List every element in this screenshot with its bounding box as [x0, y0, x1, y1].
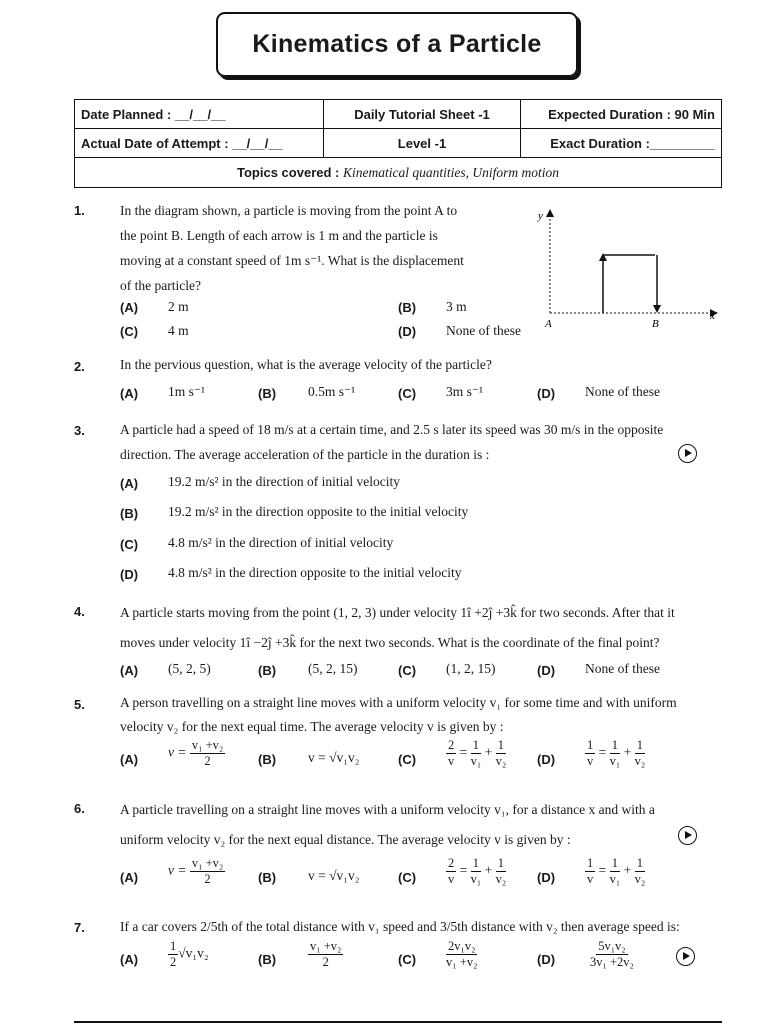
question-number: 7. [74, 920, 85, 935]
play-video-icon[interactable] [678, 444, 697, 463]
option-text[interactable]: 2 m [168, 299, 189, 314]
question-text: In the pervious question, what is the average velocity of the particle? [120, 357, 492, 372]
question-number: 3. [74, 423, 85, 438]
option-label[interactable]: (D) [537, 870, 556, 885]
exact-duration: Exact Duration :_________ [521, 129, 722, 158]
option-text[interactable]: 1m s⁻¹ [168, 384, 206, 399]
option-text[interactable]: None of these [446, 323, 521, 338]
question-text: A particle starts moving from the point (1, 2, 3) under velocity 1î +2ĵ +3k̂ for two seconds. After that it moves under velocity 1î −2ĵ +3k̂ for the next two seconds. What is the coordinate of the final point? [120, 605, 675, 650]
option-label[interactable]: (D) [537, 386, 556, 401]
option-formula[interactable]: $\frac{2}{v}$ = $\frac{1}{\text{v₁}}$ + $\frac{1}{\text{v₂}}$ [448, 738, 507, 768]
question-number: 5. [74, 697, 85, 712]
actual-date: Actual Date of Attempt : __/__/__ [75, 129, 324, 158]
option-label[interactable]: (C) [398, 752, 417, 767]
header-table [74, 99, 722, 188]
option-label[interactable]: (B) [120, 506, 139, 521]
question-number: 1. [74, 203, 85, 218]
option-text[interactable]: 19.2 m/s² in the direction opposite to the initial velocity [168, 504, 469, 519]
option-label[interactable]: (B) [258, 752, 277, 767]
question-text: In the diagram shown, a particle is moving from the point A to the point B. Length of each arrow is 1 m and the particle is moving at a constant speed of 1m s⁻¹. What is the displacement of the particle? [120, 203, 464, 293]
option-label[interactable]: (C) [398, 386, 417, 401]
option-text[interactable]: 4.8 m/s² in the direction opposite to the initial velocity [168, 565, 462, 580]
option-label[interactable]: (A) [120, 752, 139, 767]
option-label[interactable]: (A) [120, 952, 139, 967]
sheet-number: Daily Tutorial Sheet -1 [324, 100, 521, 129]
date-planned: Date Planned : __/__/__ [75, 100, 324, 129]
option-label[interactable]: (A) [120, 663, 139, 678]
option-formula[interactable]: v = $\frac{\text{v₁ +v₂}}{2}$ [168, 738, 224, 768]
option-text[interactable]: 4 m [168, 323, 189, 338]
option-formula[interactable]: $\frac{\text{v₁ +v₂}}{2}$ [310, 939, 342, 969]
option-label[interactable]: (C) [398, 663, 417, 678]
point-b-label: B [652, 318, 659, 330]
option-text[interactable]: (5, 2, 15) [308, 661, 358, 676]
option-text[interactable]: 3 m [446, 299, 467, 314]
option-text[interactable]: None of these [585, 384, 660, 399]
option-formula[interactable]: $\frac{1}{2}$ √v₁v₂ [170, 939, 209, 969]
option-label[interactable]: (B) [258, 952, 277, 967]
option-text[interactable]: (1, 2, 15) [446, 661, 496, 676]
topics-value: Kinematical quantities, Uniform motion [342, 164, 559, 180]
question-number: 4. [74, 604, 85, 619]
topics-covered [75, 158, 722, 188]
option-formula[interactable]: $\frac{1}{v}$ = $\frac{1}{\text{v₁}}$ + $\frac{1}{\text{v₂}}$ [587, 856, 646, 886]
option-formula[interactable]: $\frac{\text{5v₁v₂}}{\text{3v₁ +2v₂}}$ [590, 939, 634, 969]
play-video-icon[interactable] [678, 826, 697, 845]
level: Level -1 [324, 129, 521, 158]
option-label[interactable]: (B) [258, 386, 277, 401]
option-formula[interactable]: v = √v₁v₂ [308, 868, 360, 883]
option-label[interactable]: (A) [120, 386, 139, 401]
option-text[interactable]: 4.8 m/s² in the direction of initial velocity [168, 535, 394, 550]
option-label[interactable]: (A) [120, 870, 139, 885]
option-text[interactable]: (5, 2, 5) [168, 661, 211, 676]
play-video-icon[interactable] [676, 947, 695, 966]
option-text[interactable]: 0.5m s⁻¹ [308, 384, 356, 399]
option-formula[interactable]: v = $\frac{\text{v₁ +v₂}}{2}$ [168, 856, 224, 886]
question-text: If a car covers 2/5th of the total distance with v₁ speed and 3/5th distance with v₂ then average speed is: [120, 919, 680, 934]
option-label[interactable]: (C) [120, 324, 139, 339]
question-number: 6. [74, 801, 85, 816]
option-formula[interactable]: $\frac{1}{v}$ = $\frac{1}{\text{v₁}}$ + $\frac{1}{\text{v₂}}$ [587, 738, 646, 768]
sheet-title: Kinematics of a Particle [216, 12, 578, 77]
option-label[interactable]: (C) [398, 870, 417, 885]
option-formula[interactable]: $\frac{2}{v}$ = $\frac{1}{\text{v₁}}$ + $\frac{1}{\text{v₂}}$ [448, 856, 507, 886]
option-label[interactable]: (A) [120, 476, 139, 491]
topics-label: Topics covered : [237, 164, 343, 180]
question-text: A particle had a speed of 18 m/s at a certain time, and 2.5 s later its speed was 30 m/s in the opposite direction. The average acceleration of the particle in the duration is : [120, 422, 664, 462]
option-label[interactable]: (D) [537, 663, 556, 678]
y-axis-label: y [538, 210, 543, 222]
option-label[interactable]: (C) [398, 952, 417, 967]
footer-rule [74, 1021, 722, 1023]
option-label[interactable]: (D) [537, 952, 556, 967]
option-formula[interactable]: $\frac{\text{2v₁v₂}}{\text{v₁ +v₂}}$ [446, 939, 478, 969]
option-text[interactable]: 19.2 m/s² in the direction of initial velocity [168, 474, 401, 489]
option-text[interactable]: 3m s⁻¹ [446, 384, 484, 399]
option-text[interactable]: None of these [585, 661, 660, 676]
question-text: A particle travelling on a straight line moves with a uniform velocity v₁, for a distance x and with a uniform velocity v₂ for the next equal distance. The average velocity v is given by : [120, 802, 655, 847]
option-label[interactable]: (B) [398, 300, 417, 315]
option-label[interactable]: (D) [398, 324, 417, 339]
option-label[interactable]: (C) [120, 537, 139, 552]
x-axis-label: x [710, 310, 715, 322]
question-text: A person travelling on a straight line moves with a uniform velocity v₁ for some time and with uniform velocity v₂ for the next equal time. The average velocity v is given by : [120, 695, 677, 734]
point-a-label: A [545, 318, 552, 330]
option-label[interactable]: (B) [258, 663, 277, 678]
option-label[interactable]: (B) [258, 870, 277, 885]
option-label[interactable]: (A) [120, 300, 139, 315]
question-number: 2. [74, 359, 85, 374]
option-formula[interactable]: v = √v₁v₂ [308, 750, 360, 765]
option-label[interactable]: (D) [120, 567, 139, 582]
option-label[interactable]: (D) [537, 752, 556, 767]
expected-duration: Expected Duration : 90 Min [521, 100, 722, 129]
motion-diagram [530, 205, 730, 333]
